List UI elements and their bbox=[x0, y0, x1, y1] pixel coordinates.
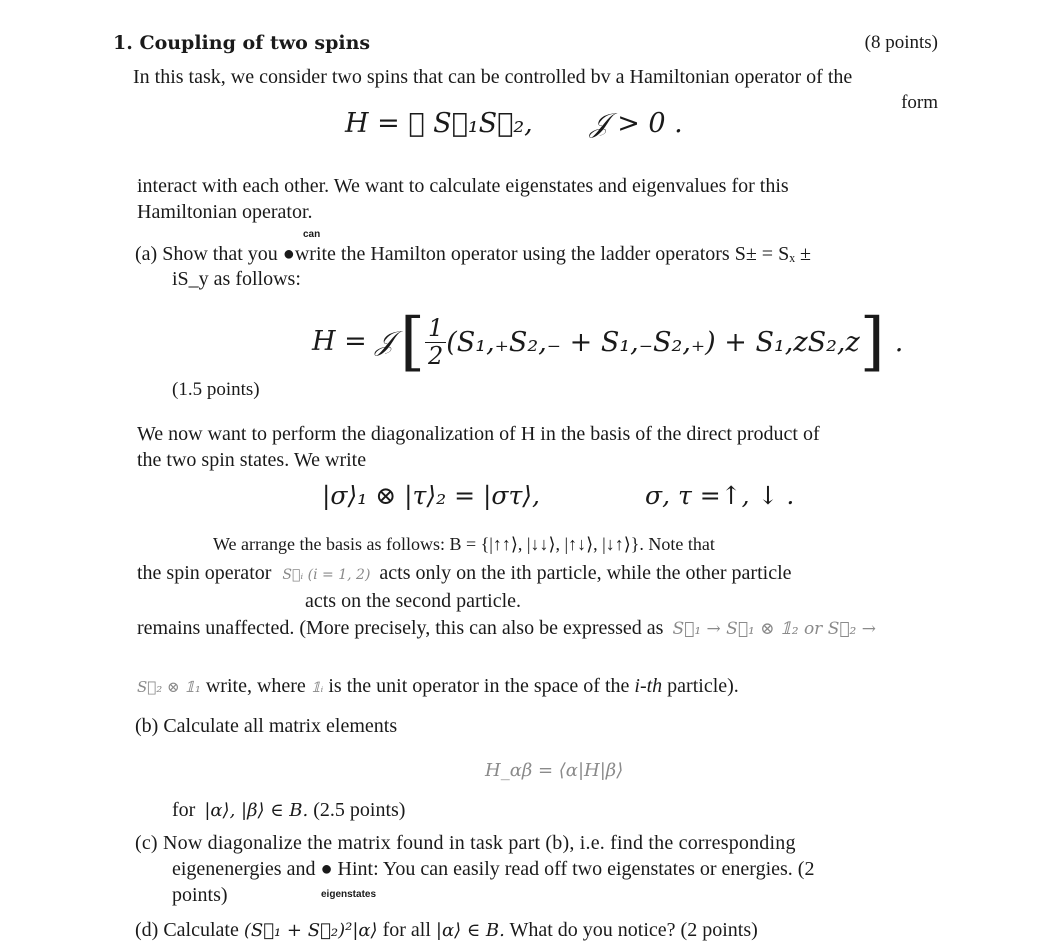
part-d-text-c: What do you notice? (2 points) bbox=[509, 919, 758, 941]
part-d-line bbox=[135, 919, 758, 942]
part-b-line-1: (b) Calculate all matrix elements bbox=[135, 715, 398, 737]
problem-points: (8 points) bbox=[864, 32, 938, 53]
part-d-math-2: |α⟩ ∈ B. bbox=[435, 920, 505, 941]
overlay-eigenstates-label: eigenstates bbox=[321, 889, 377, 900]
eq-period: . bbox=[894, 326, 904, 358]
for-text: for bbox=[172, 799, 196, 821]
unaffected-text: remains unaffected. (More precisely, this can also be expressed as bbox=[137, 617, 664, 639]
description-line-2: Hamiltonian operator. bbox=[137, 201, 313, 223]
spin-operator-text-a: the spin operator bbox=[137, 562, 272, 584]
part-c-line-3: points) bbox=[172, 884, 228, 906]
basis-arrangement: We arrange the basis as follows: B = {|↑↑⟩, |↓↓⟩, |↑↓⟩, |↓↑⟩}. Note that bbox=[213, 534, 715, 554]
intro-end-text: form bbox=[901, 92, 938, 113]
unit-text-a: write, where bbox=[205, 675, 306, 697]
one-half-fraction bbox=[425, 315, 446, 369]
for-points: (2.5 points) bbox=[313, 799, 406, 821]
unaffected-line bbox=[137, 617, 876, 640]
for-math: |α⟩, |β⟩ ∈ B. bbox=[204, 800, 309, 821]
coupling-condition: 𝒥 > 0 . bbox=[590, 108, 683, 139]
part-d-text-b: for all bbox=[382, 919, 431, 941]
part-a-line-2: iS_y as follows: bbox=[172, 268, 301, 290]
eq-body: (S₁,₊S₂,₋ + S₁,₋S₂,₊) + S₁,zS₂,z bbox=[446, 326, 860, 358]
ladder-hamiltonian-equation bbox=[312, 300, 903, 384]
hamiltonian-equation: H = 𝒥 S⃗₁S⃗₂, bbox=[345, 108, 533, 139]
overlay-can-label: can bbox=[303, 229, 321, 240]
unit-math-b: 𝟙ᵢ bbox=[310, 680, 324, 696]
tensor-product-equation: |σ⟩₁ ⊗ |τ⟩₂ = |στ⟩, bbox=[322, 481, 540, 510]
part-c-line-2: eigenenergies and ● Hint: You can easily read off two eigenstates or energies. (2 bbox=[172, 858, 815, 880]
fraction-denominator: 2 bbox=[427, 341, 444, 370]
part-d-text-a: (d) Calculate bbox=[135, 919, 239, 941]
intro-text: In this task, we consider two spins that can be controlled bv a Hamiltonian operator of the bbox=[133, 66, 853, 88]
spin-operator-math: S⃗ᵢ (i = 1, 2) bbox=[282, 567, 371, 583]
part-a-line-1: (a) Show that you ●write the Hamilton operator using the ladder operators S± = Sₓ ± bbox=[135, 243, 811, 265]
part-c-line-1: (c) Now diagonalize the matrix found in task part (b), i.e. find the corresponding bbox=[135, 832, 796, 854]
unit-text-c: particle). bbox=[667, 675, 739, 697]
basis-line-1: We now want to perform the diagonalization of H in the basis of the direct product of bbox=[137, 423, 820, 445]
left-bracket: [ bbox=[399, 305, 425, 379]
spin-values-equation: σ, τ =↑, ↓ . bbox=[645, 481, 795, 510]
matrix-element-equation: H_αβ = ⟨α|H|β⟩ bbox=[485, 760, 624, 781]
fraction-numerator: 1 bbox=[425, 315, 446, 342]
unit-text-b: is the unit operator in the space of the bbox=[328, 675, 630, 697]
problem-title: 1. Coupling of two spins bbox=[113, 32, 371, 54]
unit-operator-line bbox=[137, 675, 739, 698]
part-b-for-line bbox=[172, 799, 405, 822]
spin-operator-line bbox=[137, 562, 792, 585]
description-line-1: interact with each other. We want to calculate eigenstates and eigenvalues for this bbox=[137, 175, 789, 197]
spin-operator-text-b: acts only on the ith particle, while the other particle bbox=[379, 562, 792, 584]
part-d-math: (S⃗₁ + S⃗₂)²|α⟩ bbox=[243, 920, 378, 941]
unaffected-math: S⃗₁ → S⃗₁ ⊗ 𝟙₂ or S⃗₂ → bbox=[672, 619, 877, 639]
second-particle-line: acts on the second particle. bbox=[305, 590, 522, 612]
unit-ith: i-th bbox=[634, 675, 663, 697]
basis-line-2: the two spin states. We write bbox=[137, 449, 367, 471]
right-bracket: ] bbox=[859, 305, 885, 379]
unit-math-a: S⃗₂ ⊗ 𝟙₁ bbox=[137, 678, 201, 696]
eq-prefix: H = 𝒥 bbox=[312, 326, 394, 357]
part-a-points: (1.5 points) bbox=[172, 379, 260, 400]
